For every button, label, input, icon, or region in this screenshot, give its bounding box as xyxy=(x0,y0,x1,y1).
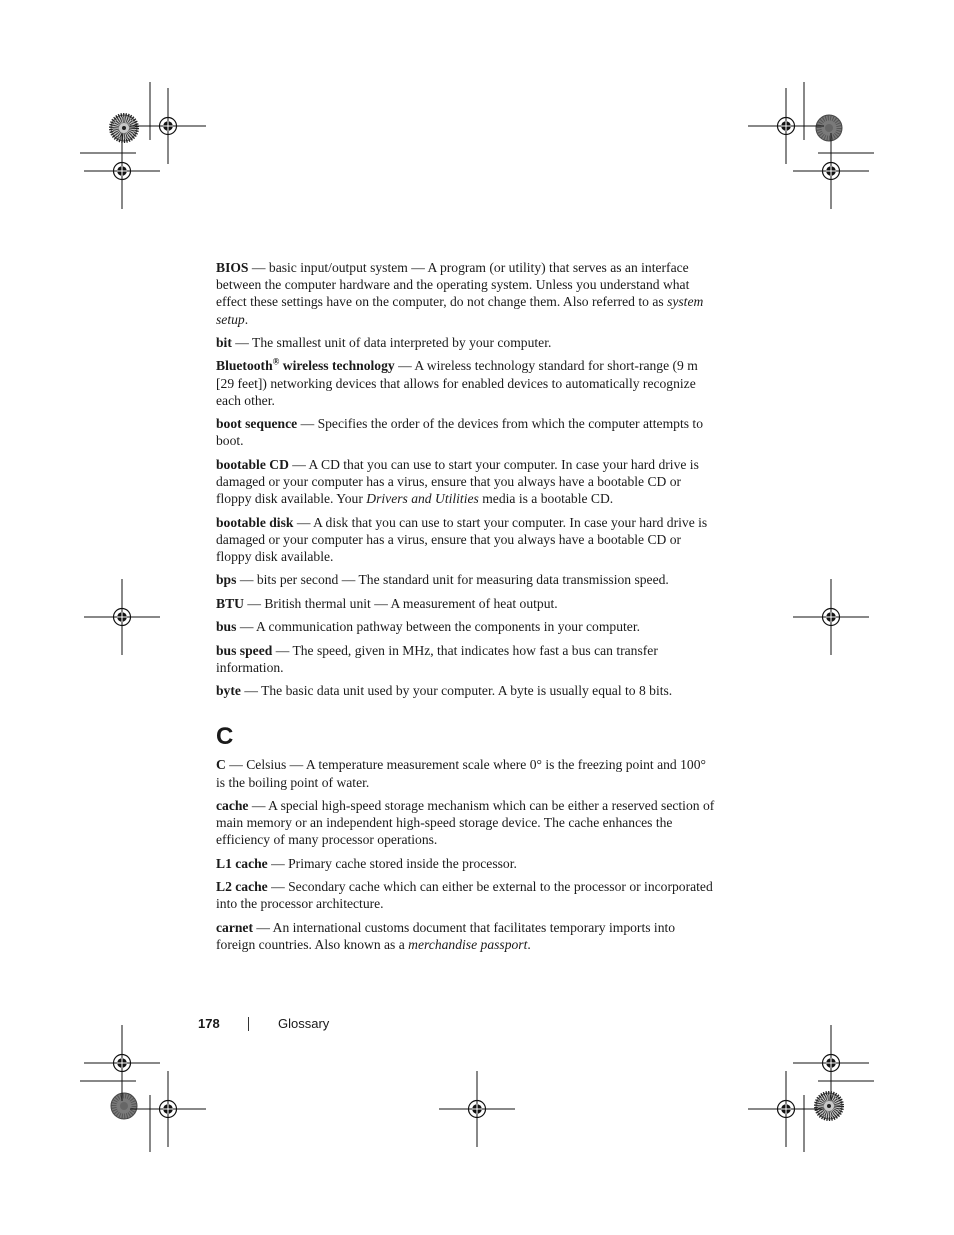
term-text: C xyxy=(216,757,226,773)
term-text: BIOS xyxy=(216,260,249,275)
glossary-definition: — A wireless technology standard for short-range (9 m [29 feet]) networking devices that allows for enabled devices to automatically recognize each other. xyxy=(216,358,698,408)
term-text: bootable CD xyxy=(216,456,289,472)
glossary-definition: — The smallest unit of data interpreted by your computer. xyxy=(231,335,552,350)
glossary-entry xyxy=(216,919,716,953)
glossary-definition: — Celsius — A temperature measurement scale where 0° is the freezing point and 100° is the boiling point of water. xyxy=(216,757,706,790)
glossary-definition: — A special high-speed storage mechanism which can be either a reserved section of main memory or an independent high-speed storage device. The cache enhances the efficiency of many processor operations. xyxy=(216,797,715,848)
glossary-definition: — The basic data unit used by your computer. A byte is usually equal to 8 bits. xyxy=(240,683,673,699)
glossary-list-b xyxy=(216,259,716,699)
term-text: carnet xyxy=(216,919,253,935)
glossary-term xyxy=(216,683,241,698)
glossary-entry xyxy=(216,514,716,566)
glossary-entry xyxy=(216,357,716,409)
glossary-term xyxy=(216,757,226,772)
glossary-definition: — Secondary cache which can either be external to the processor or incorporated into the processor architecture. xyxy=(216,879,713,912)
glossary-entry xyxy=(216,456,716,508)
glossary-term xyxy=(216,920,253,935)
definition-tail: . xyxy=(244,311,249,327)
glossary-content xyxy=(216,259,716,959)
registered-mark: ® xyxy=(272,356,280,367)
glossary-term xyxy=(216,619,236,634)
glossary-definition: — A CD that you can use to start your computer. In case your hard drive is damaged or your computer has a virus, ensure that you always have a bootable CD or floppy disk available. Your xyxy=(216,456,699,507)
glossary-term xyxy=(216,260,249,275)
term-text: bus xyxy=(216,619,237,635)
glossary-entry xyxy=(216,797,716,849)
glossary-definition: — A communication pathway between the components in your computer. xyxy=(236,619,640,635)
glossary-definition: — British thermal unit — A measurement of heat output. xyxy=(243,595,558,611)
glossary-term xyxy=(216,596,244,611)
glossary-entry xyxy=(216,682,716,699)
term-text-suffix: wireless technology xyxy=(279,358,395,374)
glossary-entry xyxy=(216,878,716,912)
term-text: boot sequence xyxy=(216,416,298,432)
footer-section-title: Glossary xyxy=(278,1016,330,1031)
glossary-definition: — The speed, given in MHz, that indicates how fast a bus can transfer information. xyxy=(216,642,658,675)
glossary-entry xyxy=(216,642,716,676)
glossary-definition: — An international customs document that facilitates temporary imports into foreign countries. Also known as a xyxy=(216,919,676,952)
glossary-list-c xyxy=(216,756,716,953)
glossary-term xyxy=(216,856,268,871)
term-text: BTU xyxy=(216,595,244,611)
glossary-entry xyxy=(216,415,716,449)
definition-emphasis: merchandise passport xyxy=(408,936,528,952)
definition-emphasis: system setup xyxy=(216,294,704,327)
glossary-definition: — bits per second — The standard unit for measuring data transmission speed. xyxy=(236,572,669,588)
term-text: Bluetooth xyxy=(216,358,273,374)
glossary-term xyxy=(216,643,272,658)
glossary-term xyxy=(216,335,232,350)
glossary-entry xyxy=(216,618,716,635)
glossary-definition: — A disk that you can use to start your computer. In case your hard drive is damaged or your computer has a virus, ensure that you always have a bootable CD or floppy disk available. xyxy=(216,514,708,564)
glossary-entry xyxy=(216,259,716,328)
glossary-definition: — Primary cache stored inside the processor. xyxy=(267,855,517,871)
glossary-entry xyxy=(216,595,716,612)
term-text: bus speed xyxy=(216,642,273,658)
term-text: byte xyxy=(216,683,241,699)
glossary-term xyxy=(216,416,297,431)
glossary-term xyxy=(216,572,236,587)
glossary-term xyxy=(216,358,395,373)
glossary-entry xyxy=(216,756,716,790)
section-heading-c: C xyxy=(216,723,234,751)
glossary-definition: — basic input/output system — A program (or utility) that serves as an interface between the computer hardware and the operating system. Unless you understand what effect these settings have on the computer, do not change them. Also referred to as xyxy=(216,260,690,310)
glossary-term xyxy=(216,798,248,813)
definition-tail: media is a bootable CD. xyxy=(478,491,614,507)
footer-separator xyxy=(248,1017,249,1031)
glossary-definition: — Specifies the order of the devices from which the computer attempts to boot. xyxy=(216,416,703,449)
glossary-term xyxy=(216,457,289,472)
definition-emphasis: Drivers and Utilities xyxy=(366,491,479,507)
glossary-entry xyxy=(216,855,716,872)
term-text: bps xyxy=(216,572,237,588)
glossary-term xyxy=(216,515,293,530)
glossary-entry xyxy=(216,334,716,351)
glossary-term xyxy=(216,879,268,894)
term-text: bootable disk xyxy=(216,514,294,530)
page-number: 178 xyxy=(198,1016,220,1031)
term-text: cache xyxy=(216,797,249,813)
term-text: L2 cache xyxy=(216,879,268,895)
term-text: L1 cache xyxy=(216,855,268,871)
term-text: bit xyxy=(216,335,232,350)
definition-tail: . xyxy=(527,936,531,952)
glossary-entry xyxy=(216,571,716,588)
